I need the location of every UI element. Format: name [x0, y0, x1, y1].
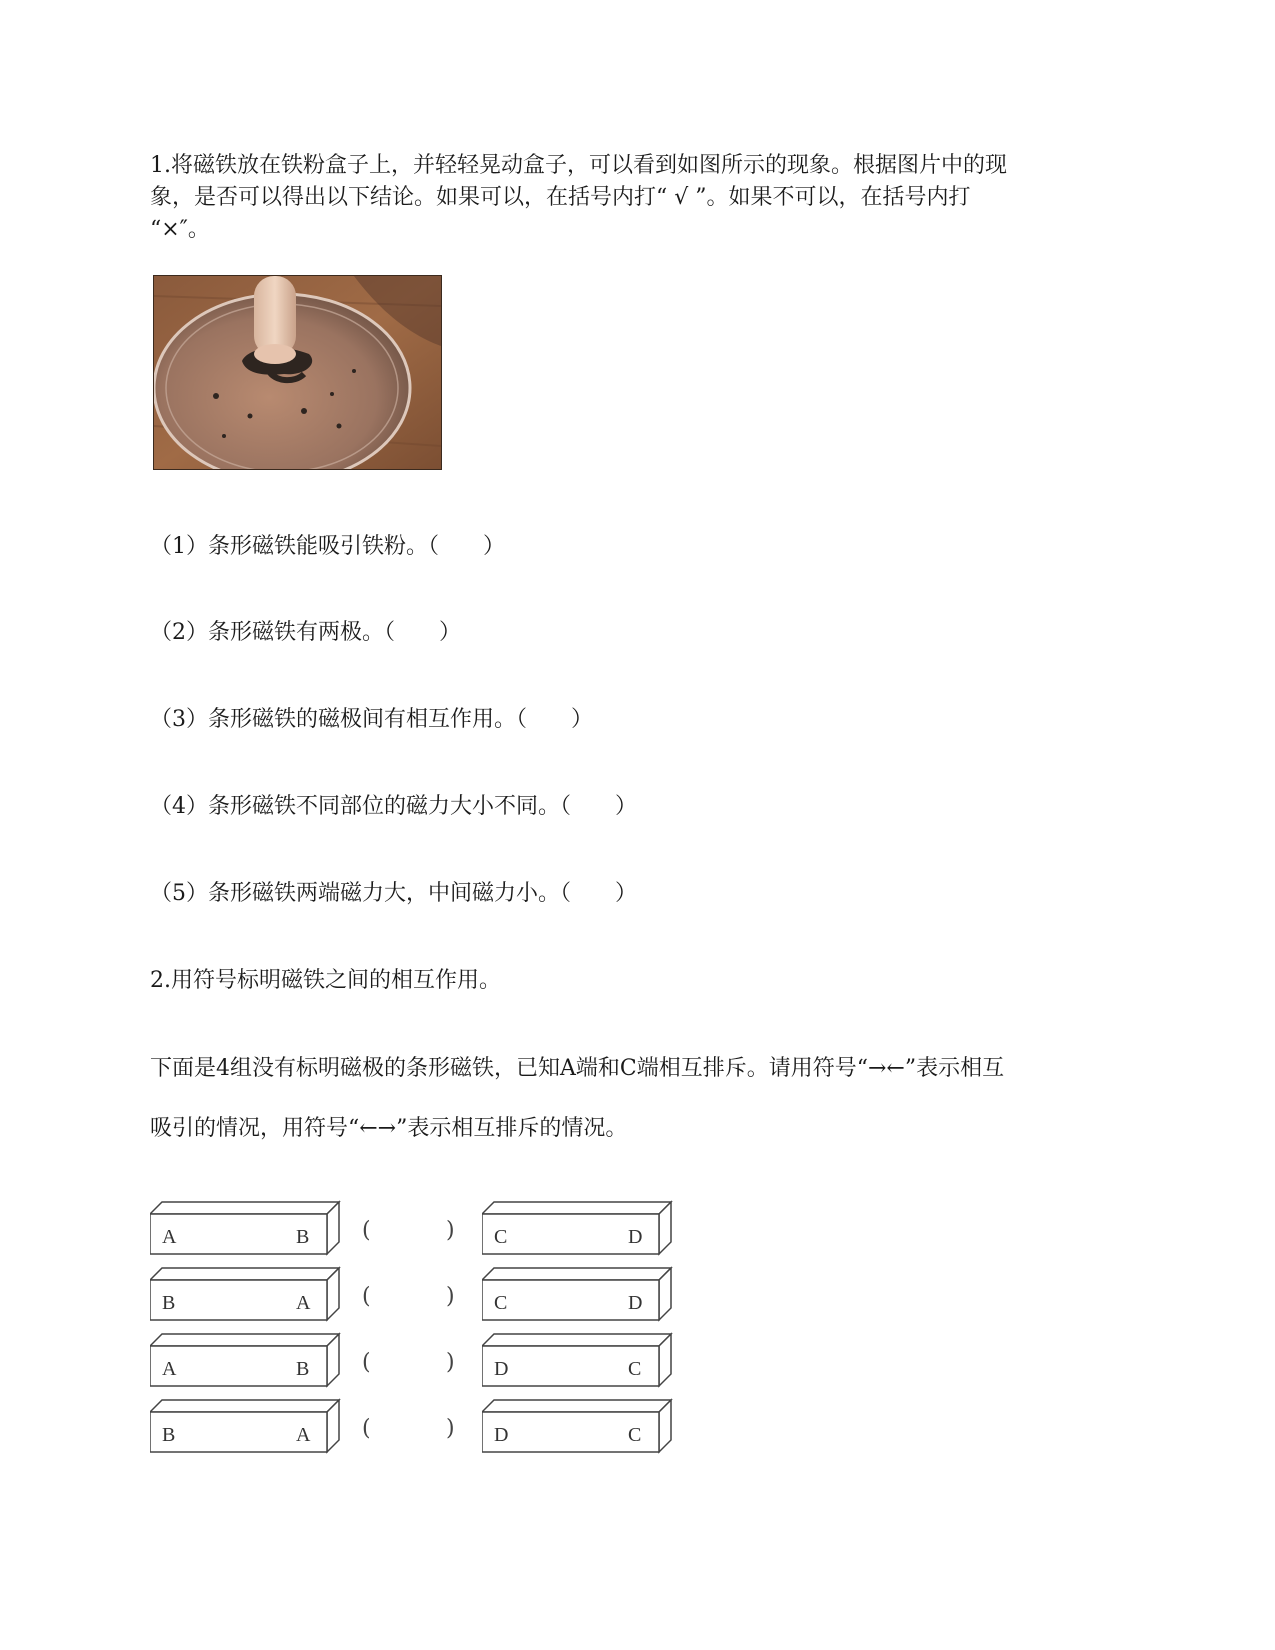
magnet-pairs [150, 1200, 710, 1470]
answer-paren-close[interactable]: ) [446, 1284, 455, 1309]
pole-label: B [296, 1358, 310, 1380]
pole-label: C [628, 1424, 642, 1446]
right-bar-magnet [482, 1398, 682, 1454]
magnet-pair-row [150, 1332, 710, 1388]
question1-item-3: （3）条形磁铁的磁极间有相互作用。（ ） [150, 707, 593, 732]
left-bar-magnet [150, 1332, 350, 1388]
answer-paren-open[interactable]: ( [362, 1284, 371, 1309]
question1-intro-line: “×″。 [150, 217, 210, 242]
pole-label: A [296, 1424, 311, 1446]
answer-paren-open[interactable]: ( [362, 1218, 371, 1243]
question2-instruction-line: 吸引的情况，用符号“←→”表示相互排斥的情况。 [150, 1116, 628, 1141]
pole-label: D [494, 1424, 509, 1446]
pole-label: C [628, 1358, 642, 1380]
answer-paren-close[interactable]: ) [446, 1350, 455, 1375]
pole-label: A [162, 1226, 177, 1248]
left-bar-magnet [150, 1200, 350, 1256]
question1-item-4: （4）条形磁铁不同部位的磁力大小不同。（ ） [150, 794, 637, 819]
magnet-pair-row [150, 1200, 710, 1256]
pole-label: B [296, 1226, 310, 1248]
question1-item-2: （2）条形磁铁有两极。（ ） [150, 620, 461, 645]
left-bar-magnet [150, 1398, 350, 1454]
pole-label: D [494, 1358, 509, 1380]
question2-title: 2.用符号标明磁铁之间的相互作用。 [150, 968, 501, 993]
pole-label: C [494, 1226, 508, 1248]
question1-intro [150, 150, 1130, 246]
question1-intro-line: 象，是否可以得出以下结论。如果可以，在括号内打“ √ ”。如果不可以，在括号内打 [150, 185, 971, 210]
iron-filings-photo [153, 275, 442, 470]
magnet-pair-row [150, 1398, 710, 1454]
right-bar-magnet [482, 1266, 682, 1322]
pole-label: B [162, 1292, 176, 1314]
pole-label: D [628, 1226, 643, 1248]
pole-label: D [628, 1292, 643, 1314]
pole-label: A [162, 1358, 177, 1380]
answer-paren-open[interactable]: ( [362, 1416, 371, 1441]
right-bar-magnet [482, 1332, 682, 1388]
question1-item-5: （5）条形磁铁两端磁力大，中间磁力小。（ ） [150, 881, 637, 906]
pole-label: B [162, 1424, 176, 1446]
question2-instruction-line: 下面是4组没有标明磁极的条形磁铁，已知A端和C端相互排斥。请用符号“→←”表示相互 [150, 1056, 1005, 1081]
question1-item-1: （1）条形磁铁能吸引铁粉。（ ） [150, 534, 505, 559]
magnet-pair-row [150, 1266, 710, 1322]
answer-paren-close[interactable]: ) [446, 1218, 455, 1243]
answer-paren-close[interactable]: ) [446, 1416, 455, 1441]
left-bar-magnet [150, 1266, 350, 1322]
pole-label: C [494, 1292, 508, 1314]
question1-intro-line: 1.将磁铁放在铁粉盒子上，并轻轻晃动盒子，可以看到如图所示的现象。根据图片中的现 [150, 153, 1007, 178]
pole-label: A [296, 1292, 311, 1314]
right-bar-magnet [482, 1200, 682, 1256]
answer-paren-open[interactable]: ( [362, 1350, 371, 1375]
